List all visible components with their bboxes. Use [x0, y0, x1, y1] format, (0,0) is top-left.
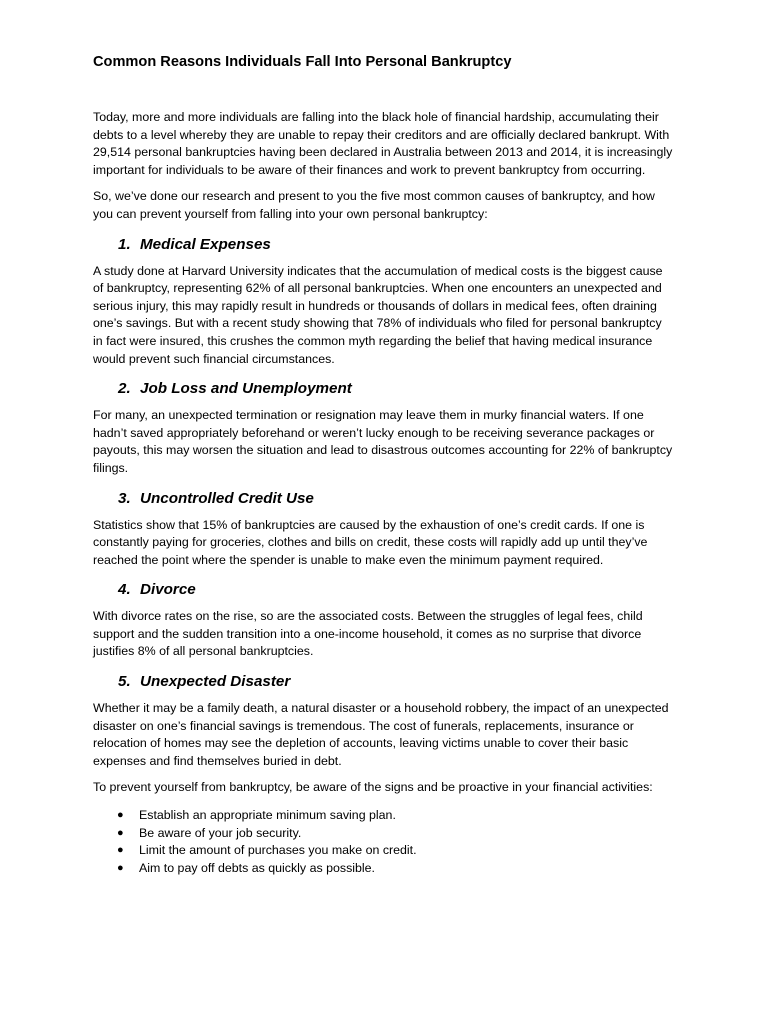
bullet-icon: ●	[117, 826, 124, 839]
bullet-icon: ●	[117, 861, 124, 874]
section-heading-job-loss	[118, 379, 673, 399]
tips-list	[93, 807, 673, 877]
section-body: Whether it may be a family death, a natural disaster or a household robbery, the impact of an unexpected disaster on one’s financial savings is tremendous. The cost of funerals, replacements, insurance or relocation of homes may see the depletion of accounts, leaving victims unable to cover their basic expenses and find themselves buried in debt.	[93, 701, 669, 768]
section-title: Unexpected Disaster	[140, 673, 291, 691]
section-number: 5.	[118, 673, 131, 691]
document-page	[93, 52, 673, 877]
list-item-text: Aim to pay off debts as quickly as possible.	[139, 860, 376, 875]
document-title: Common Reasons Individuals Fall Into Personal Bankruptcy	[93, 54, 512, 70]
list-item	[93, 807, 673, 825]
section-title: Divorce	[140, 581, 196, 599]
section-number: 1.	[118, 235, 131, 253]
section-heading-credit-use	[118, 489, 673, 509]
list-item	[93, 860, 673, 878]
section-number: 4.	[118, 581, 131, 599]
list-item-text: Limit the amount of purchases you make on credit.	[139, 843, 417, 858]
section-heading-unexpected-disaster	[118, 672, 673, 692]
section-number: 3.	[118, 489, 131, 507]
list-item-text: Be aware of your job security.	[139, 825, 302, 840]
list-item-text: Establish an appropriate minimum saving plan.	[139, 808, 396, 823]
intro-paragraph: So, we’ve done our research and present to you the five most common causes of bankruptcy, and how you can prevent yourself from falling into your own personal bankruptcy:	[93, 189, 655, 221]
bullet-icon: ●	[117, 809, 124, 822]
section-heading-divorce	[118, 580, 673, 600]
section-title: Uncontrolled Credit Use	[140, 489, 314, 507]
conclusion-paragraph: To prevent yourself from bankruptcy, be aware of the signs and be proactive in your financial activities:	[93, 780, 653, 795]
section-title: Job Loss and Unemployment	[140, 380, 352, 398]
section-body: With divorce rates on the rise, so are the associated costs. Between the struggles of legal fees, child support and the sudden transition into a one-income household, it comes as no surprise that divorce justifies 8% of all personal bankruptcies.	[93, 609, 643, 659]
section-number: 2.	[118, 380, 131, 398]
list-item	[93, 842, 673, 860]
bullet-icon: ●	[117, 844, 124, 857]
section-heading-medical-expenses	[118, 235, 673, 255]
intro-paragraph: Today, more and more individuals are falling into the black hole of financial hardship, accumulating their debts to a level whereby they are unable to repay their creditors and are officially declared bankrupt. With 29,514 personal bankruptcies having been declared in Australia between 2013 and 2014, it is increasingly important for individuals to be aware of their finances and work to prevent bankruptcy from occurring.	[93, 110, 673, 177]
section-body: A study done at Harvard University indicates that the accumulation of medical costs is the biggest cause of bankruptcy, representing 62% of all personal bankruptcies. When one encounters an unexpected and serious injury, this may rapidly result in hundreds or thousands of dollars in medical fees, often draining one’s savings. But with a recent study showing that 78% of individuals who filed for personal bankruptcy in fact were insured, this crushes the common myth regarding the belief that having medical insurance would prevent such financial circumstances.	[93, 263, 663, 366]
list-item	[93, 825, 673, 843]
section-body: For many, an unexpected termination or resignation may leave them in murky financial waters. If one hadn’t saved appropriately beforehand or weren’t lucky enough to be receiving severance packages or payouts, this may worsen the situation and lead to disastrous outcomes accounting for 22% of bankruptcy filings.	[93, 408, 673, 475]
section-body: Statistics show that 15% of bankruptcies are caused by the exhaustion of one’s credit cards. If one is constantly paying for groceries, clothes and bills on credit, these costs will rapidly add up until they’ve reached the point where the spender is unable to make even the minimum payment required.	[93, 517, 648, 567]
section-title: Medical Expenses	[140, 235, 271, 253]
